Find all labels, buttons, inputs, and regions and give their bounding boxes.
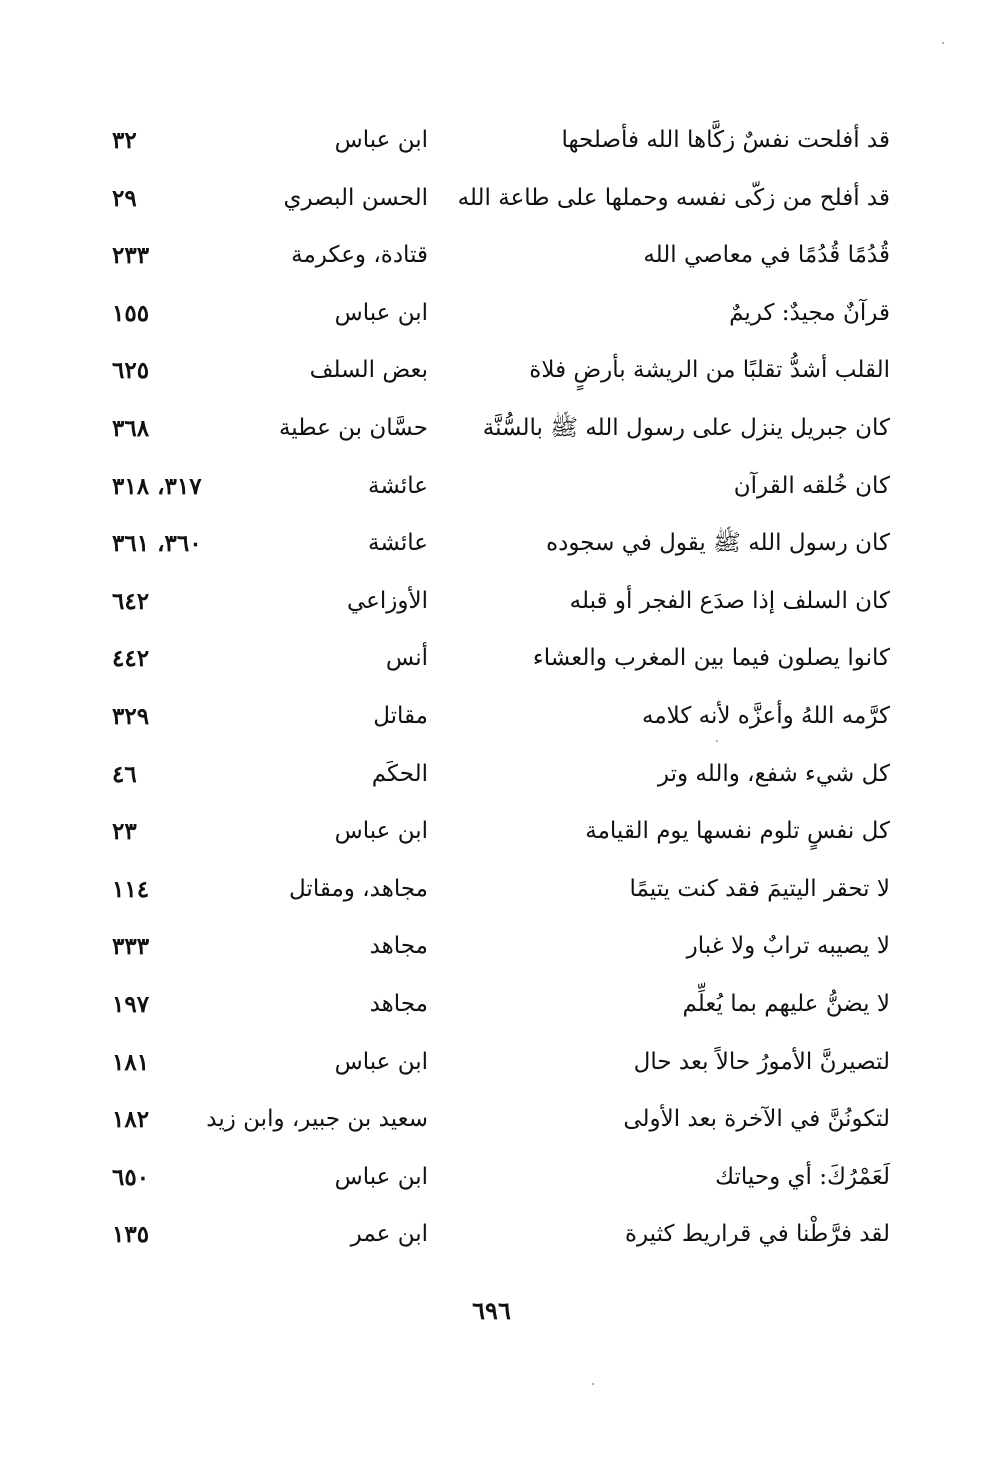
quote-text: قد أفلحت نفسٌ زكَّاها الله فأصلحها <box>561 127 890 153</box>
index-row <box>100 976 890 1034</box>
quote-text: لا يصيبه ترابٌ ولا غبار <box>686 933 890 960</box>
page-reference: ١٨٢ <box>112 1106 150 1134</box>
index-row <box>100 1034 890 1092</box>
narrator-name: ابن عباس <box>334 818 428 845</box>
quote-text: قرآنٌ مجيدٌ: كريمٌ <box>729 299 890 326</box>
page-reference: ٣٦٠، ٣٦١ <box>112 530 202 558</box>
quote-text: لتكونُنَّ في الآخرة بعد الأولى <box>623 1106 890 1133</box>
narrator-name: أنس <box>385 645 428 672</box>
narrator-name: مجاهد <box>369 990 428 1017</box>
quote-text: قد أفلح من زكّى نفسه وحملها على طاعة الله <box>457 184 890 211</box>
page-reference: ٣٦٨ <box>112 414 150 442</box>
page-reference: ٢٣ <box>112 818 137 846</box>
quote-text: كان السلف إذا صدَع الفجر أو قبله <box>569 587 890 614</box>
page-number: ٦٩٦ <box>472 1296 511 1325</box>
narrator-name: قتادة، وعكرمة <box>291 242 428 269</box>
page-reference: ٤٦ <box>112 760 137 788</box>
page-reference: ٦٥٠ <box>112 1163 150 1191</box>
page-reference: ١٥٥ <box>112 299 150 327</box>
page-reference: ١٩٧ <box>112 990 150 1018</box>
narrator-name: سعيد بن جبير، وابن زيد <box>206 1106 428 1133</box>
page-reference: ٣٢٩ <box>112 702 150 730</box>
page-reference: ١٨١ <box>112 1048 150 1076</box>
index-row <box>100 515 890 573</box>
page-reference: ٣١٧، ٣١٨ <box>112 472 202 500</box>
quote-text: كانوا يصلون فيما بين المغرب والعشاء <box>532 645 890 672</box>
index-row <box>100 746 890 804</box>
scan-speck <box>592 1383 594 1385</box>
narrator-name: ابن عباس <box>334 299 428 326</box>
scan-speck <box>942 42 944 44</box>
quote-text: لا تحقر اليتيمَ فقد كنت يتيمًا <box>629 875 890 902</box>
page-reference: ٢٩ <box>112 184 137 212</box>
index-row <box>100 1206 890 1264</box>
quote-text: كل نفسٍ تلوم نفسها يوم القيامة <box>585 818 890 845</box>
narrator-name: مجاهد <box>369 933 428 960</box>
page-reference: ١٣٥ <box>112 1221 150 1249</box>
quote-text: لتصيرنَّ الأمورُ حالاً بعد حال <box>633 1048 890 1075</box>
index-row <box>100 1149 890 1207</box>
quote-text: لقد فرَّطْنا في قراريط كثيرة <box>624 1221 890 1248</box>
quote-text: كان خُلقه القرآن <box>733 472 890 499</box>
page-reference: ٢٣٣ <box>112 242 150 270</box>
index-row <box>100 112 890 170</box>
quote-text: لا يضنُّ عليهم بما يُعلِّم <box>682 990 890 1017</box>
index-table <box>100 112 890 1264</box>
narrator-name: حسَّان بن عطية <box>278 414 428 441</box>
narrator-name: الأوزاعي <box>346 587 428 614</box>
quote-text: قُدُمًا قُدُمًا في معاصي الله <box>643 242 890 269</box>
page-reference: ٣٢ <box>112 127 137 154</box>
index-row <box>100 227 890 285</box>
index-row <box>100 458 890 516</box>
page-reference: ٦٢٥ <box>112 357 150 385</box>
index-row <box>100 861 890 919</box>
narrator-name: ابن عباس <box>334 1048 428 1075</box>
quote-text: لَعَمْرُكَ: أي وحياتك <box>715 1163 890 1190</box>
index-row <box>100 1091 890 1149</box>
index-row <box>100 170 890 228</box>
quote-text: القلب أشدُّ تقلبًا من الريشة بأرضٍ فلاة <box>529 357 890 384</box>
page-reference: ١١٤ <box>112 875 150 903</box>
narrator-name: مجاهد، ومقاتل <box>289 875 428 902</box>
quote-text: كان رسول الله ﷺ يقول في سجوده <box>546 530 890 557</box>
scan-speck <box>716 740 718 742</box>
index-row <box>100 918 890 976</box>
narrator-name: الحسن البصري <box>283 184 428 211</box>
narrator-name: ابن عباس <box>334 127 428 153</box>
narrator-name: عائشة <box>368 472 428 499</box>
narrator-name: بعض السلف <box>309 357 428 384</box>
narrator-name: الحكَم <box>371 760 428 787</box>
index-row <box>100 688 890 746</box>
quote-text: كل شيء شفع، والله وتر <box>657 760 890 787</box>
narrator-name: ابن عمر <box>350 1221 428 1248</box>
index-row <box>100 803 890 861</box>
page-reference: ٣٣٣ <box>112 933 150 961</box>
index-row <box>100 400 890 458</box>
page-reference: ٦٤٢ <box>112 587 150 615</box>
index-row <box>100 342 890 400</box>
index-row <box>100 630 890 688</box>
index-row <box>100 573 890 631</box>
quote-text: كرَّمه اللهُ وأعزَّه لأنه كلامه <box>641 702 890 729</box>
narrator-name: عائشة <box>368 530 428 557</box>
page-reference: ٤٤٢ <box>112 645 150 673</box>
quote-text: كان جبريل ينزل على رسول الله ﷺ بالسُّنَّة <box>482 414 890 441</box>
index-row <box>100 285 890 343</box>
narrator-name: ابن عباس <box>334 1163 428 1190</box>
narrator-name: مقاتل <box>373 702 428 729</box>
